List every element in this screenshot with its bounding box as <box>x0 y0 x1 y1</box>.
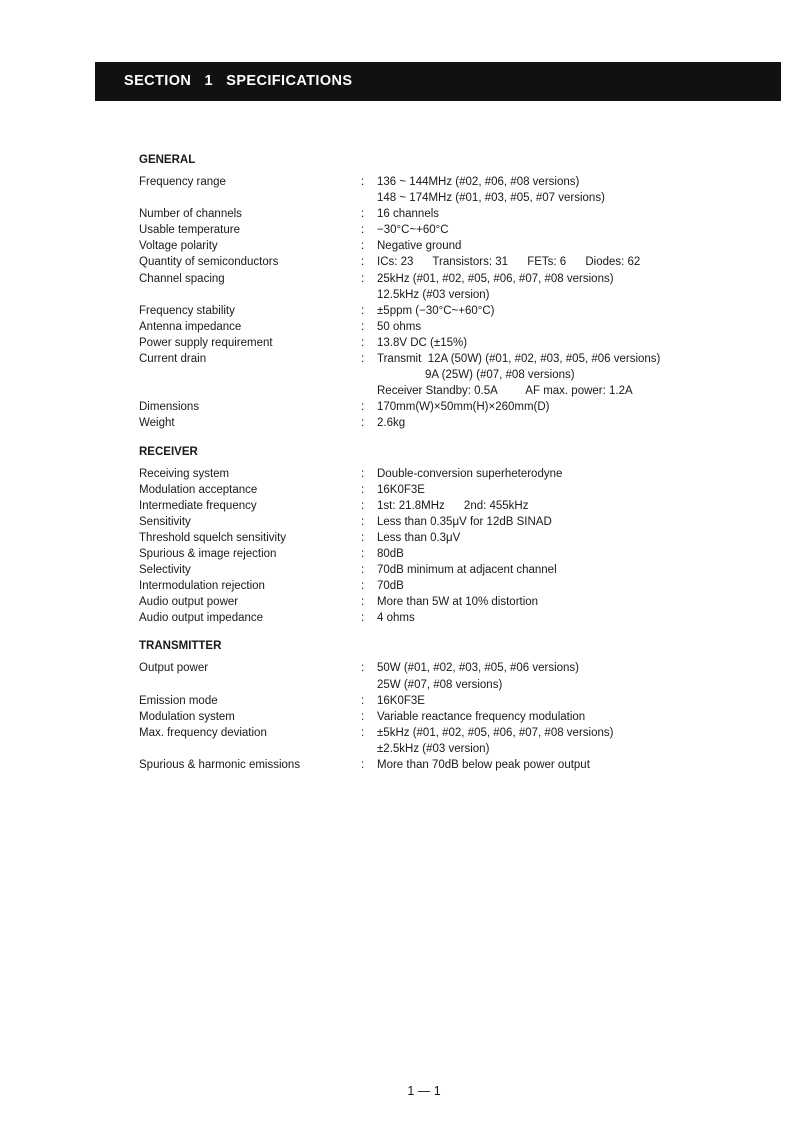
spec-value <box>377 546 739 562</box>
spec-value <box>377 238 739 254</box>
spec-value <box>377 610 739 626</box>
spec-value-line: ±5ppm (−30°C~+60°C) <box>377 304 495 317</box>
spec-row <box>139 238 739 254</box>
spec-label: Modulation system <box>139 710 235 723</box>
spec-value-line: 16K0F3E <box>377 483 425 496</box>
spec-value-line: ICs: 23 Transistors: 31 FETs: 6 Diodes: 62 <box>377 256 641 269</box>
spec-value-line: More than 5W at 10% distortion <box>377 596 539 609</box>
spec-label: Usable temperature <box>139 224 240 237</box>
colon-separator: : <box>361 320 365 333</box>
spec-row <box>139 530 739 546</box>
spec-label: Intermodulation rejection <box>139 580 265 593</box>
spec-value-line: Less than 0.3μV <box>377 531 461 544</box>
spec-value-line: 13.8V DC (±15%) <box>377 336 468 349</box>
spec-value-line: Receiver Standby: 0.5A AF max. power: 1.2A <box>377 385 633 398</box>
spec-row <box>139 725 739 757</box>
spec-value-line: 9A (25W) (#07, #08 versions) <box>425 369 575 382</box>
spec-section-receiver <box>139 444 739 627</box>
spec-row <box>139 271 739 303</box>
spec-value-line: 70dB <box>377 580 404 593</box>
spec-value <box>377 660 739 692</box>
spec-row <box>139 514 739 530</box>
spec-value <box>377 514 739 530</box>
spec-label: Dimensions <box>139 401 200 414</box>
spec-label: Modulation acceptance <box>139 483 258 496</box>
colon-separator: : <box>361 694 365 707</box>
spec-label: Current drain <box>139 353 207 366</box>
spec-label: Number of channels <box>139 208 242 221</box>
spec-value-line: −30°C~+60°C <box>377 224 449 237</box>
spec-label: Max. frequency deviation <box>139 726 267 739</box>
spec-label: Frequency range <box>139 176 226 188</box>
spec-value-line: More than 70dB below peak power output <box>377 759 590 771</box>
spec-value <box>377 594 739 610</box>
colon-separator: : <box>361 336 365 349</box>
spec-label: Intermediate frequency <box>139 499 257 512</box>
colon-separator: : <box>361 483 365 496</box>
spec-value <box>377 399 739 415</box>
spec-label: Spurious & image rejection <box>139 547 277 560</box>
spec-value-line: 2.6kg <box>377 417 406 430</box>
spec-label: Voltage polarity <box>139 240 218 253</box>
spec-value <box>377 578 739 594</box>
colon-separator: : <box>361 515 365 528</box>
spec-value-line: 16K0F3E <box>377 694 425 707</box>
colon-separator: : <box>361 580 365 593</box>
spec-value-line: ±2.5kHz (#03 version) <box>377 742 490 755</box>
section-title: RECEIVER <box>139 445 198 458</box>
colon-separator: : <box>361 467 365 480</box>
spec-section-transmitter <box>139 638 739 773</box>
spec-row <box>139 594 739 610</box>
spec-row <box>139 693 739 709</box>
spec-value <box>377 206 739 222</box>
colon-separator: : <box>361 417 365 430</box>
spec-label: Audio output power <box>139 596 239 609</box>
spec-value-line: Negative ground <box>377 240 462 253</box>
colon-separator: : <box>361 353 365 366</box>
spec-row <box>139 578 739 594</box>
spec-label: Audio output impedance <box>139 612 264 625</box>
spec-label: Emission mode <box>139 694 218 707</box>
colon-separator: : <box>361 256 365 269</box>
spec-value-line: 80dB <box>377 547 404 560</box>
spec-row <box>139 498 739 514</box>
spec-row <box>139 222 739 238</box>
spec-label: Threshold squelch sensitivity <box>139 531 287 544</box>
spec-value <box>377 757 739 773</box>
spec-row <box>139 335 739 351</box>
spec-label: Output power <box>139 662 209 675</box>
spec-value <box>377 174 739 206</box>
colon-separator: : <box>361 240 365 253</box>
spec-label: Power supply requirement <box>139 336 273 349</box>
spec-value-line: 25kHz (#01, #02, #05, #06, #07, #08 versions) <box>377 272 614 285</box>
spec-value-line: 170mm(W)×50mm(H)×260mm(D) <box>377 401 550 414</box>
colon-separator: : <box>361 224 365 237</box>
spec-row <box>139 562 739 578</box>
spec-value-line: 25W (#07, #08 versions) <box>377 678 503 691</box>
spec-value <box>377 466 739 482</box>
spec-value <box>377 319 739 335</box>
spec-value-line: 16 channels <box>377 208 440 221</box>
spec-row <box>139 303 739 319</box>
spec-value-line: 50W (#01, #02, #03, #05, #06 versions) <box>377 662 580 675</box>
spec-row <box>139 206 739 222</box>
spec-value-line: 70dB minimum at adjacent channel <box>377 564 557 577</box>
spec-row <box>139 546 739 562</box>
colon-separator: : <box>361 726 365 739</box>
spec-value-line: Less than 0.35μV for 12dB SINAD <box>377 515 552 528</box>
spec-label: Selectivity <box>139 564 191 577</box>
spec-sections <box>139 152 739 785</box>
colon-separator: : <box>361 499 365 512</box>
spec-label: Spurious & harmonic emissions <box>139 759 301 771</box>
spec-section-general <box>139 152 739 432</box>
spec-value <box>377 562 739 578</box>
spec-label: Receiving system <box>139 467 230 480</box>
colon-separator: : <box>361 596 365 609</box>
spec-value-line: Variable reactance frequency modulation <box>377 710 586 723</box>
spec-row <box>139 660 739 692</box>
section-header: SECTION 1 SPECIFICATIONS <box>95 62 781 101</box>
spec-row <box>139 415 739 431</box>
spec-value-line: 4 ohms <box>377 612 415 625</box>
colon-separator: : <box>361 662 365 675</box>
spec-value-line: 1st: 21.8MHz 2nd: 455kHz <box>377 499 529 512</box>
spec-value-line: Double-conversion superheterodyne <box>377 467 563 480</box>
spec-label: Sensitivity <box>139 515 191 528</box>
spec-value <box>377 254 739 270</box>
spec-row <box>139 466 739 482</box>
spec-value <box>377 271 739 303</box>
spec-value <box>377 530 739 546</box>
spec-value <box>377 303 739 319</box>
spec-row <box>139 482 739 498</box>
colon-separator: : <box>361 710 365 723</box>
spec-row <box>139 351 739 399</box>
colon-separator: : <box>361 547 365 560</box>
spec-row <box>139 610 739 626</box>
colon-separator: : <box>361 759 365 771</box>
spec-label: Quantity of semiconductors <box>139 256 279 269</box>
spec-value <box>377 482 739 498</box>
spec-label: Frequency stability <box>139 304 235 317</box>
spec-value <box>377 222 739 238</box>
section-title: TRANSMITTER <box>139 640 222 653</box>
spec-value-line: 50 ohms <box>377 320 422 333</box>
spec-value-line: Transmit 12A (50W) (#01, #02, #03, #05, #06 versions) <box>377 353 661 366</box>
colon-separator: : <box>361 208 365 221</box>
spec-value-line: ±5kHz (#01, #02, #05, #06, #07, #08 versions) <box>377 726 614 739</box>
colon-separator: : <box>361 304 365 317</box>
spec-label: Channel spacing <box>139 272 225 285</box>
spec-value <box>377 725 739 757</box>
spec-row <box>139 757 739 773</box>
spec-value-line: 136 ~ 144MHz (#02, #06, #08 versions) <box>377 176 580 188</box>
spec-row <box>139 709 739 725</box>
page-number: 1 — 1 <box>407 1084 441 1098</box>
spec-row <box>139 399 739 415</box>
spec-row <box>139 319 739 335</box>
colon-separator: : <box>361 272 365 285</box>
spec-value <box>377 351 739 399</box>
spec-value-line: 12.5kHz (#03 version) <box>377 288 490 301</box>
spec-value <box>377 498 739 514</box>
spec-value <box>377 709 739 725</box>
colon-separator: : <box>361 401 365 414</box>
spec-value-line: 148 ~ 174MHz (#01, #03, #05, #07 versions) <box>377 192 605 205</box>
spec-row <box>139 174 739 206</box>
colon-separator: : <box>361 612 365 625</box>
colon-separator: : <box>361 176 365 188</box>
spec-value <box>377 415 739 431</box>
spec-row <box>139 254 739 270</box>
spec-label: Antenna impedance <box>139 320 242 333</box>
spec-label: Weight <box>139 417 175 430</box>
spec-value <box>377 335 739 351</box>
colon-separator: : <box>361 531 365 544</box>
spec-value <box>377 693 739 709</box>
section-title: GENERAL <box>139 154 196 166</box>
colon-separator: : <box>361 564 365 577</box>
